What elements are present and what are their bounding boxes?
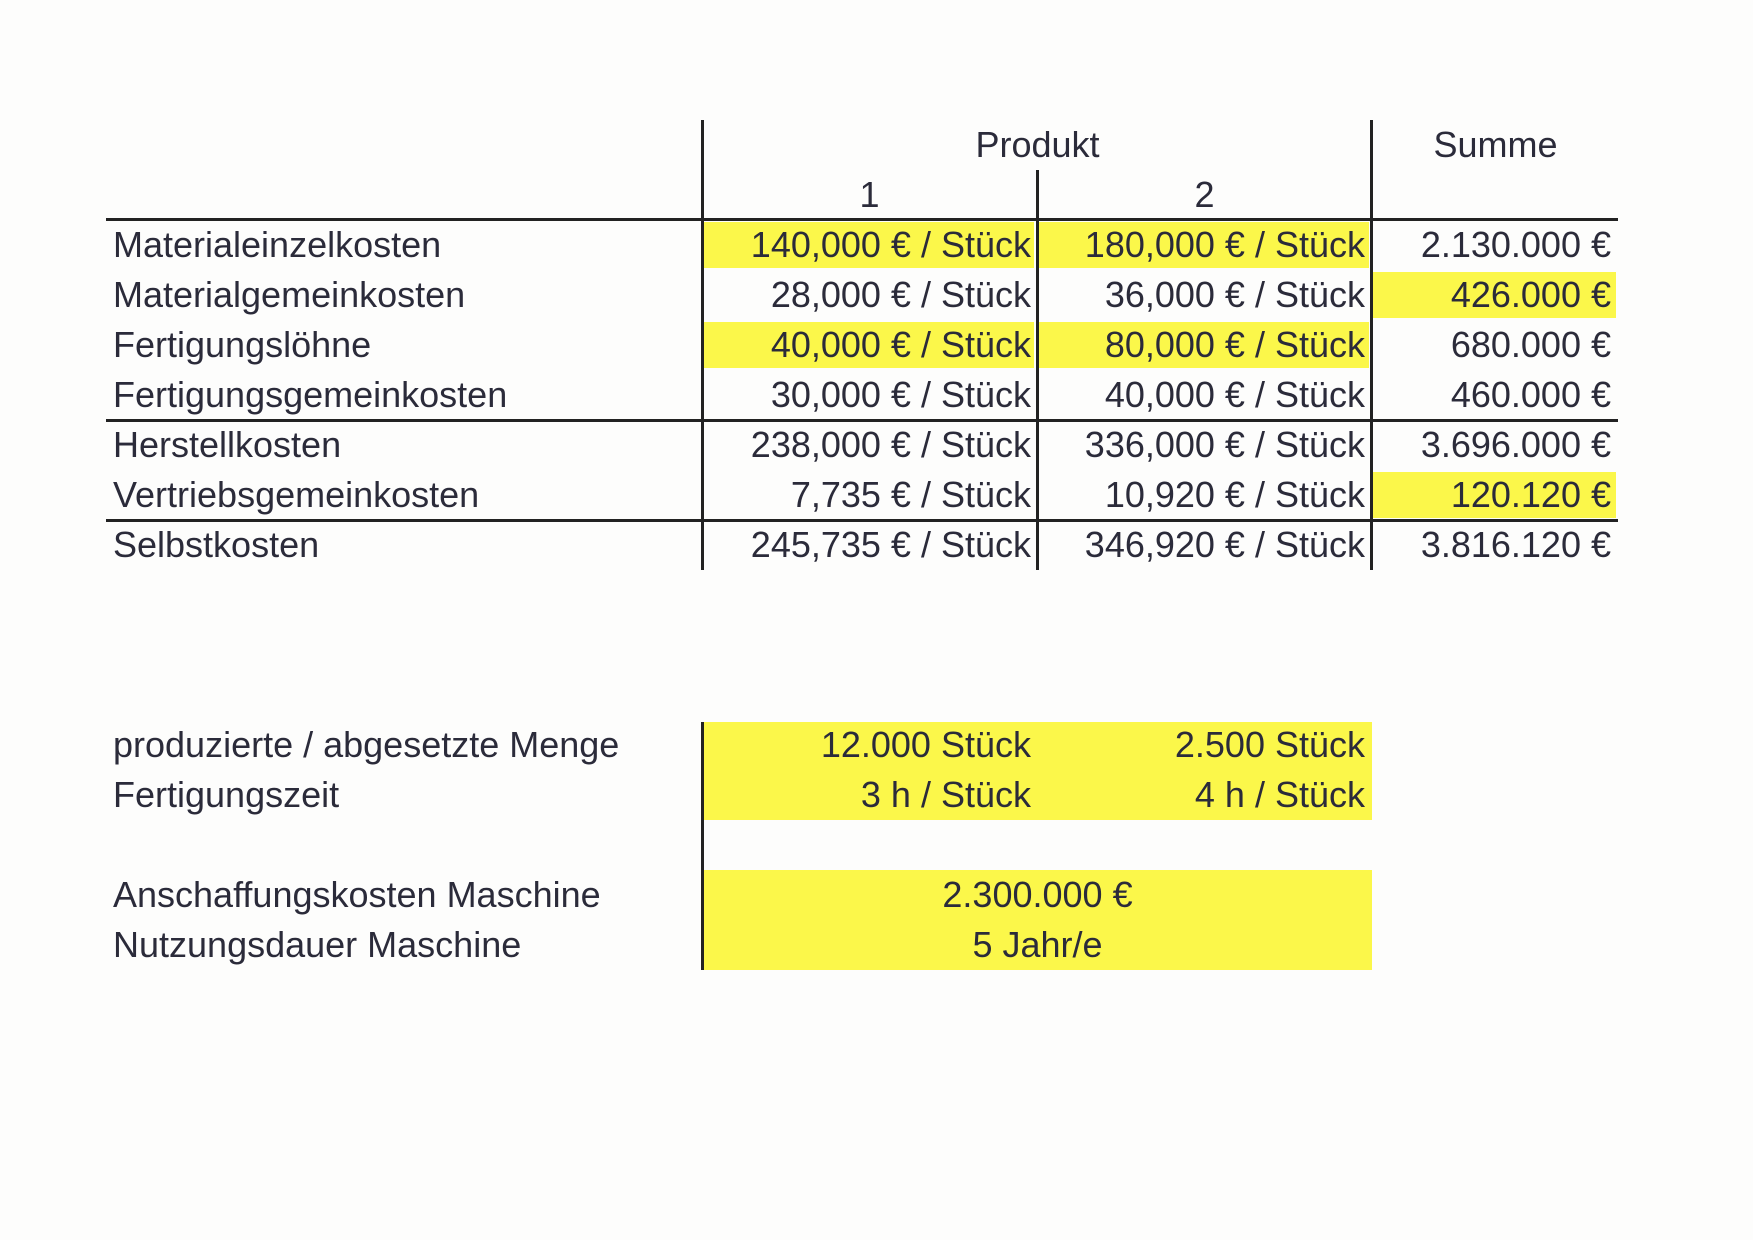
row-value-sum: 460.000 € [1450, 374, 1611, 415]
row-value-p2: 40,000 € / Stück [1104, 374, 1365, 415]
row-value-p1: 238,000 € / Stück [750, 424, 1031, 465]
time-p2: 4 h / Stück [1194, 774, 1365, 815]
row-label: Materialeinzelkosten [113, 224, 442, 265]
time-label: Fertigungszeit [113, 774, 340, 815]
row-label: Fertigungsgemeinkosten [113, 374, 508, 415]
quantity-label: produzierte / abgesetzte Menge [113, 724, 620, 765]
row-value-p1: 140,000 € / Stück [750, 224, 1031, 265]
header-product-2: 2 [1194, 174, 1215, 215]
row-value-sum: 2.130.000 € [1420, 224, 1611, 265]
row-value-sum: 3.816.120 € [1420, 524, 1611, 565]
row-value-p1: 40,000 € / Stück [770, 324, 1031, 365]
row-value-p2: 346,920 € / Stück [1084, 524, 1365, 565]
time-p1: 3 h / Stück [860, 774, 1031, 815]
row-value-p1: 28,000 € / Stück [770, 274, 1031, 315]
row-label: Vertriebsgemeinkosten [113, 474, 480, 515]
machine-cost-label: Anschaffungskosten Maschine [113, 874, 601, 915]
row-value-p1: 30,000 € / Stück [770, 374, 1031, 415]
quantity-p2: 2.500 Stück [1174, 724, 1365, 765]
header-summe: Summe [1433, 124, 1558, 165]
row-value-p2: 80,000 € / Stück [1104, 324, 1365, 365]
row-value-sum: 426.000 € [1450, 274, 1611, 315]
header-produkt: Produkt [975, 124, 1100, 165]
row-value-p2: 36,000 € / Stück [1104, 274, 1365, 315]
row-value-sum: 120.120 € [1450, 474, 1611, 515]
row-label: Herstellkosten [113, 424, 342, 465]
row-value-p1: 245,735 € / Stück [750, 524, 1031, 565]
divider-production-left [701, 722, 704, 822]
machine-cost-value: 2.300.000 € [942, 874, 1133, 915]
row-value-sum: 680.000 € [1450, 324, 1611, 365]
row-value-sum: 3.696.000 € [1420, 424, 1611, 465]
quantity-p1: 12.000 Stück [820, 724, 1031, 765]
row-value-p2: 10,920 € / Stück [1104, 474, 1365, 515]
row-value-p1: 7,735 € / Stück [790, 474, 1031, 515]
machine-life-label: Nutzungsdauer Maschine [113, 924, 522, 965]
machine-life-value: 5 Jahr/e [972, 924, 1103, 965]
header-product-1: 1 [859, 174, 880, 215]
row-label: Materialgemeinkosten [113, 274, 466, 315]
row-label: Fertigungslöhne [113, 324, 372, 365]
row-value-p2: 336,000 € / Stück [1084, 424, 1365, 465]
row-label: Selbstkosten [113, 524, 320, 565]
row-value-p2: 180,000 € / Stück [1084, 224, 1365, 265]
